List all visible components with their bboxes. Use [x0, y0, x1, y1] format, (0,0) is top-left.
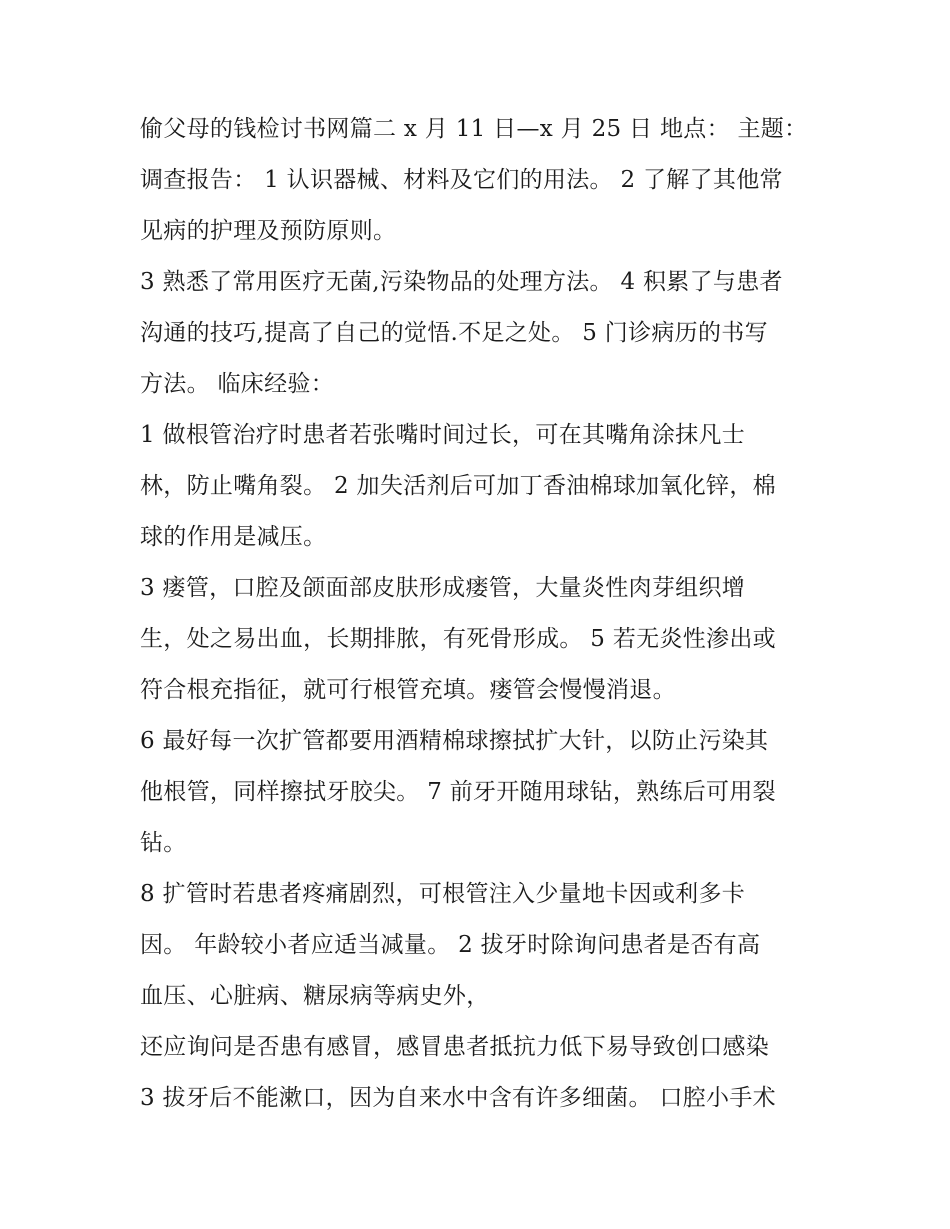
text-line: 还应询问是否患有感冒，感冒患者抵抗力低下易导致创口感染 — [140, 1034, 770, 1060]
text-line: 1 做根管治疗时患者若张嘴时间过长，可在其嘴角涂抹凡士 — [140, 422, 746, 448]
text-line: 8 扩管时若患者疼痛剧烈，可根管注入少量地卡因或利多卡 — [140, 881, 746, 907]
text-line: 6 最好每一次扩管都要用酒精棉球擦拭扩大针，以防止污染其 — [140, 728, 769, 754]
text-line: 他根管，同样擦拭牙胶尖。 7 前牙开随用球钻，熟练后可用裂 — [140, 779, 776, 805]
text-line: 血压、心脏病、糖尿病等病史外， — [140, 983, 490, 1009]
document-body — [140, 104, 820, 1124]
text-line: 钻。 — [140, 830, 187, 856]
text-line: 沟通的技巧,提高了自己的觉悟.不足之处。 5 门诊病历的书写 — [140, 320, 768, 346]
text-line: 林，防止嘴角裂。 2 加失活剂后可加丁香油棉球加氧化锌，棉 — [140, 473, 776, 499]
text-line: 生，处之易出血，长期排脓，有死骨形成。 5 若无炎性渗出或 — [140, 626, 776, 652]
text-line: 3 拔牙后不能漱口，因为自来水中含有许多细菌。 口腔小手术 — [140, 1085, 776, 1111]
text-line: 方法。 临床经验： — [140, 371, 335, 397]
text-line: 符合根充指征，就可行根管充填。瘘管会慢慢消退。 — [140, 677, 676, 703]
text-line: 因。 年龄较小者应适当减量。 2 拔牙时除询问患者是否有高 — [140, 932, 761, 958]
text-line: 3 熟悉了常用医疗无菌,污染物品的处理方法。 4 积累了与患者 — [140, 269, 783, 295]
text-line: 偷父母的钱检讨书网篇二 x 月 11 日—x 月 25 日 地点： 主题： — [140, 116, 808, 142]
text-line: 3 瘘管，口腔及颌面部皮肤形成瘘管，大量炎性肉芽组织增 — [140, 575, 746, 601]
text-line: 球的作用是减压。 — [140, 524, 327, 550]
text-line: 见病的护理及预防原则。 — [140, 218, 397, 244]
text-line: 调查报告： 1 认识器械、材料及它们的用法。 2 了解了其他常 — [140, 167, 783, 193]
